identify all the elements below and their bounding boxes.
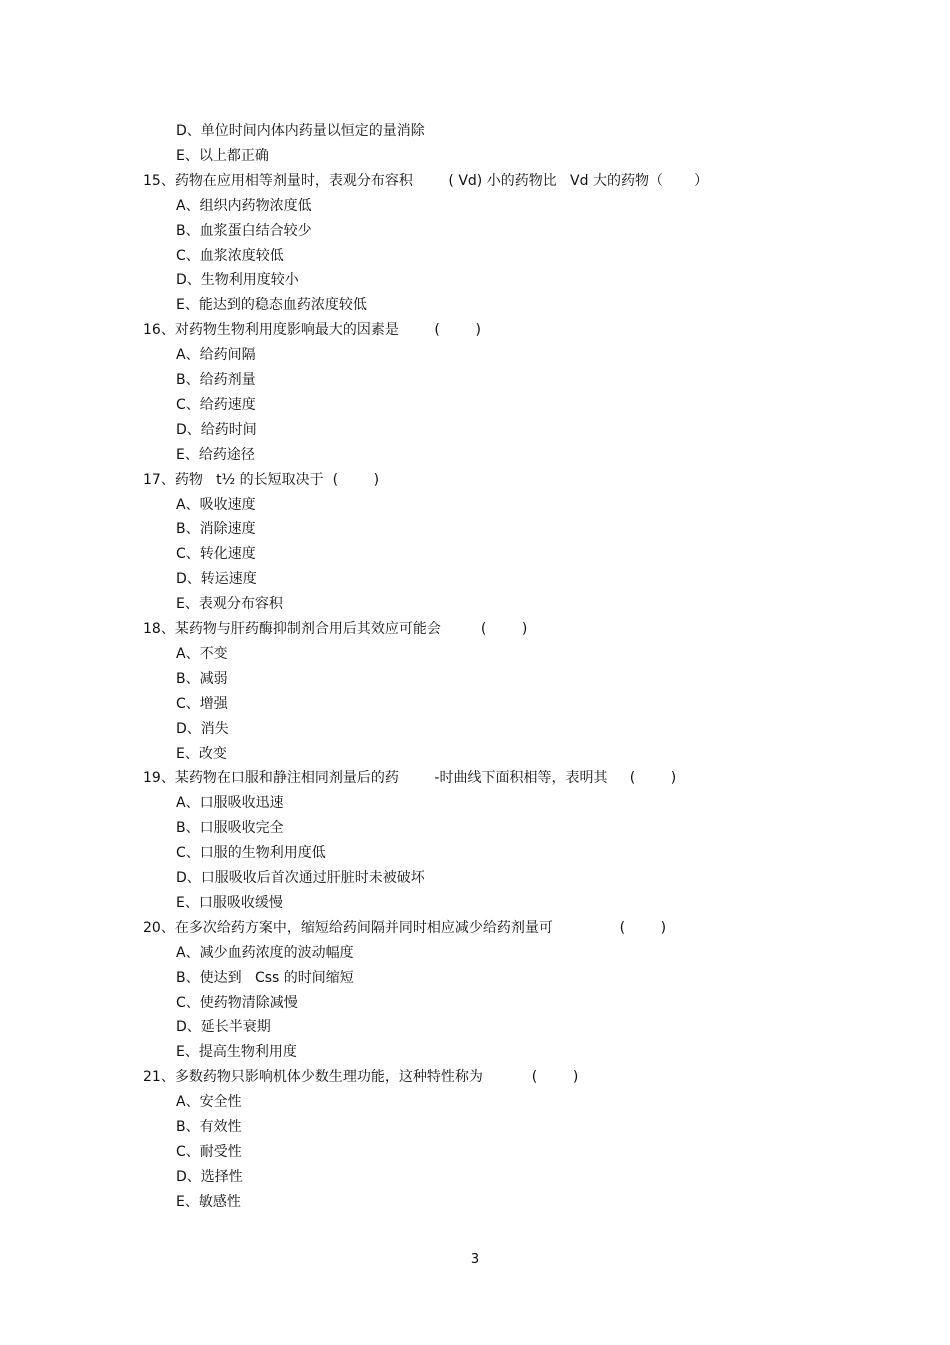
answer-option: D、给药时间: [176, 421, 257, 438]
answer-option: B、使达到 Css 的时间缩短: [176, 969, 354, 986]
answer-option: C、转化速度: [176, 546, 256, 563]
answer-option: C、给药速度: [176, 396, 256, 413]
answer-option: A、减少血药浓度的波动幅度: [176, 944, 354, 961]
answer-option: B、口服吸收完全: [176, 820, 284, 837]
question-stem: 19、某药物在口服和静注相同剂量后的药 -时曲线下面积相等，表明其 ( ): [143, 770, 677, 787]
answer-option: B、血浆蛋白结合较少: [176, 222, 312, 239]
question-stem: 15、药物在应用相等剂量时，表观分布容积 ( Vd) 小的药物比 Vd 大的药物（ ）: [143, 172, 709, 189]
question-stem: 17、药物 t½ 的长短取决于 ( ): [143, 471, 380, 488]
answer-option: E、以上都正确: [176, 147, 269, 164]
answer-option: D、选择性: [176, 1168, 243, 1185]
answer-option: D、口服吸收后首次通过肝脏时未被破坏: [176, 870, 425, 886]
answer-option: D、生物利用度较小: [176, 272, 299, 289]
answer-option: E、提高生物利用度: [176, 1044, 297, 1061]
answer-option: A、口服吸收迅速: [176, 795, 284, 812]
answer-option: E、给药途径: [176, 446, 255, 463]
answer-option: B、有效性: [176, 1119, 242, 1135]
answer-option: C、口服的生物利用度低: [176, 845, 326, 862]
answer-option: C、耐受性: [176, 1143, 242, 1160]
answer-option: A、吸收速度: [176, 496, 256, 513]
answer-option: D、单位时间内体内药量以恒定的量消除: [176, 123, 425, 139]
question-stem: 21、多数药物只影响机体少数生理功能，这种特性称为 ( ): [143, 1069, 579, 1086]
answer-option: E、敏感性: [176, 1193, 241, 1210]
answer-option: A、安全性: [176, 1094, 242, 1111]
question-stem: 18、某药物与肝药酶抑制剂合用后其效应可能会 ( ): [143, 621, 528, 637]
answer-option: D、转运速度: [176, 571, 257, 588]
answer-option: D、延长半衰期: [176, 1019, 271, 1036]
answer-option: B、消除速度: [176, 521, 256, 538]
answer-option: E、能达到的稳态血药浓度较低: [176, 297, 367, 314]
answer-option: E、表观分布容积: [176, 596, 283, 613]
answer-option: A、组织内药物浓度低: [176, 197, 312, 214]
answer-option: A、不变: [176, 645, 228, 662]
answer-option: C、血浆浓度较低: [176, 247, 284, 264]
answer-option: E、改变: [176, 745, 227, 762]
page-number: 3: [470, 1252, 480, 1267]
answer-option: A、给药间隔: [176, 347, 256, 364]
question-stem: 16、对药物生物利用度影响最大的因素是 ( ): [143, 322, 481, 339]
answer-option: C、使药物清除减慢: [176, 994, 298, 1011]
answer-option: E、口服吸收缓慢: [176, 894, 283, 911]
answer-option: B、减弱: [176, 670, 228, 687]
question-stem: 20、在多次给药方案中，缩短给药间隔并同时相应减少给药剂量可 ( ): [143, 919, 667, 936]
answer-option: B、给药剂量: [176, 372, 256, 388]
answer-option: C、增强: [176, 695, 228, 712]
answer-option: D、消失: [176, 720, 229, 737]
